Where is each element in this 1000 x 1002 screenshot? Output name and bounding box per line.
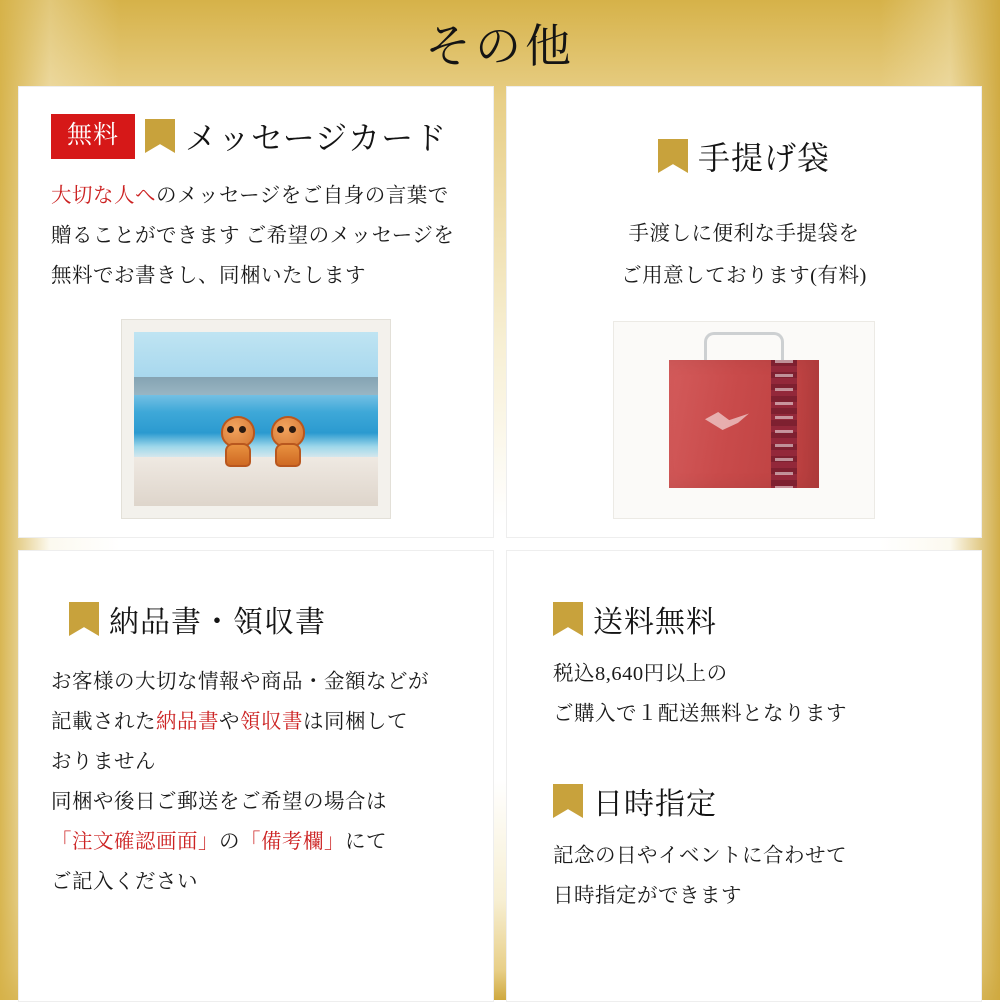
invoice-line-4: 同梱や後日ご郵送をご希望の場合は — [51, 790, 387, 813]
invoice-line-2-c: は同梱して — [303, 710, 408, 733]
page-header — [0, 0, 1000, 86]
message-card-title-row — [51, 113, 461, 159]
invoice-line-5-red-2: 「備考欄」 — [240, 830, 345, 853]
tote-bag-line-2: ご用意しております(有料) — [621, 265, 867, 288]
invoice-line-2-red-2: 領収書 — [240, 710, 303, 733]
invoice-body — [51, 663, 461, 903]
section-free-shipping — [553, 597, 949, 735]
tote-bag-title: 手提げ袋 — [697, 140, 830, 176]
free-badge: 無料 — [51, 114, 135, 159]
invoice-line-3: おりません — [51, 750, 156, 773]
date-designation-line-1: 記念の日やイベントに合わせて — [553, 844, 847, 867]
bag-stripe — [771, 360, 797, 488]
message-card-line-1-rest: のメッセージをご自身の言葉で — [156, 185, 449, 207]
shisa-figure-right — [268, 416, 308, 468]
free-shipping-line-2: ご購入で１配送無料となります — [553, 702, 847, 725]
date-designation-title: 日時指定 — [593, 787, 717, 821]
card-tote-bag — [506, 86, 982, 538]
page-title: その他 — [425, 21, 575, 72]
invoice-line-1: お客様の大切な情報や商品・金額などが — [51, 671, 429, 693]
shisa-figure-left — [218, 416, 258, 468]
message-card-line-1-highlight: 大切な人へ — [51, 185, 156, 207]
invoice-line-5 — [51, 823, 461, 863]
invoice-line-2-red-1: 納品書 — [156, 710, 219, 733]
free-shipping-body — [553, 655, 949, 735]
card-invoice-receipt — [18, 550, 494, 1002]
card-shipping-and-date — [506, 550, 982, 1002]
message-card-line-1 — [51, 177, 461, 217]
date-designation-body — [553, 837, 949, 917]
ribbon-icon — [658, 139, 688, 173]
shisa-eye-right — [239, 426, 246, 433]
invoice-line-5-end: にて — [345, 830, 387, 853]
message-card-title: メッセージカード — [185, 120, 448, 156]
message-card-body — [51, 177, 461, 297]
invoice-line-5-mid: の — [219, 830, 240, 853]
ribbon-icon — [145, 119, 175, 153]
shisa-eye-right — [289, 426, 296, 433]
invoice-line-5-red-1: 「注文確認画面」 — [51, 830, 219, 853]
message-card-line-3: 無料でお書きし、同梱いたします — [51, 264, 366, 287]
red-paper-bag-photo — [613, 321, 875, 519]
ribbon-icon — [553, 602, 583, 636]
invoice-line-2-a: 記載された — [51, 710, 156, 733]
tote-bag-photo-wrap — [539, 321, 949, 519]
bag-logo-mark — [705, 412, 749, 430]
date-designation-line-2: 日時指定ができます — [553, 884, 742, 907]
invoice-line-2-b: や — [219, 710, 240, 733]
date-designation-title-row — [553, 779, 949, 823]
card-message-card — [18, 86, 494, 538]
tote-bag-body — [539, 213, 949, 297]
photo-horizon — [134, 377, 378, 394]
shisa-body — [275, 443, 301, 467]
message-card-photo-wrap — [51, 319, 461, 519]
invoice-title-row — [69, 597, 461, 641]
ribbon-icon — [69, 602, 99, 636]
free-shipping-title: 送料無料 — [593, 606, 717, 639]
bag-body — [669, 360, 819, 488]
free-shipping-title-row — [553, 597, 949, 641]
shisa-eye-left — [277, 426, 284, 433]
invoice-line-2 — [51, 703, 461, 743]
invoice-title: 納品書・領収書 — [109, 606, 326, 639]
section-date-designation — [553, 779, 949, 917]
tote-bag-line-1: 手渡しに便利な手提袋を — [628, 223, 860, 245]
invoice-line-6: ご記入ください — [51, 870, 198, 893]
cards-grid — [18, 86, 982, 1002]
shisa-beach-photo — [134, 332, 378, 506]
photo-frame — [121, 319, 391, 519]
free-shipping-line-1: 税込8,640円以上の — [553, 663, 728, 685]
shisa-body — [225, 443, 251, 467]
ribbon-icon — [553, 784, 583, 818]
shisa-eye-left — [227, 426, 234, 433]
tote-bag-title-row — [539, 133, 949, 179]
message-card-line-2: 贈ることができます ご希望のメッセージを — [51, 224, 455, 247]
